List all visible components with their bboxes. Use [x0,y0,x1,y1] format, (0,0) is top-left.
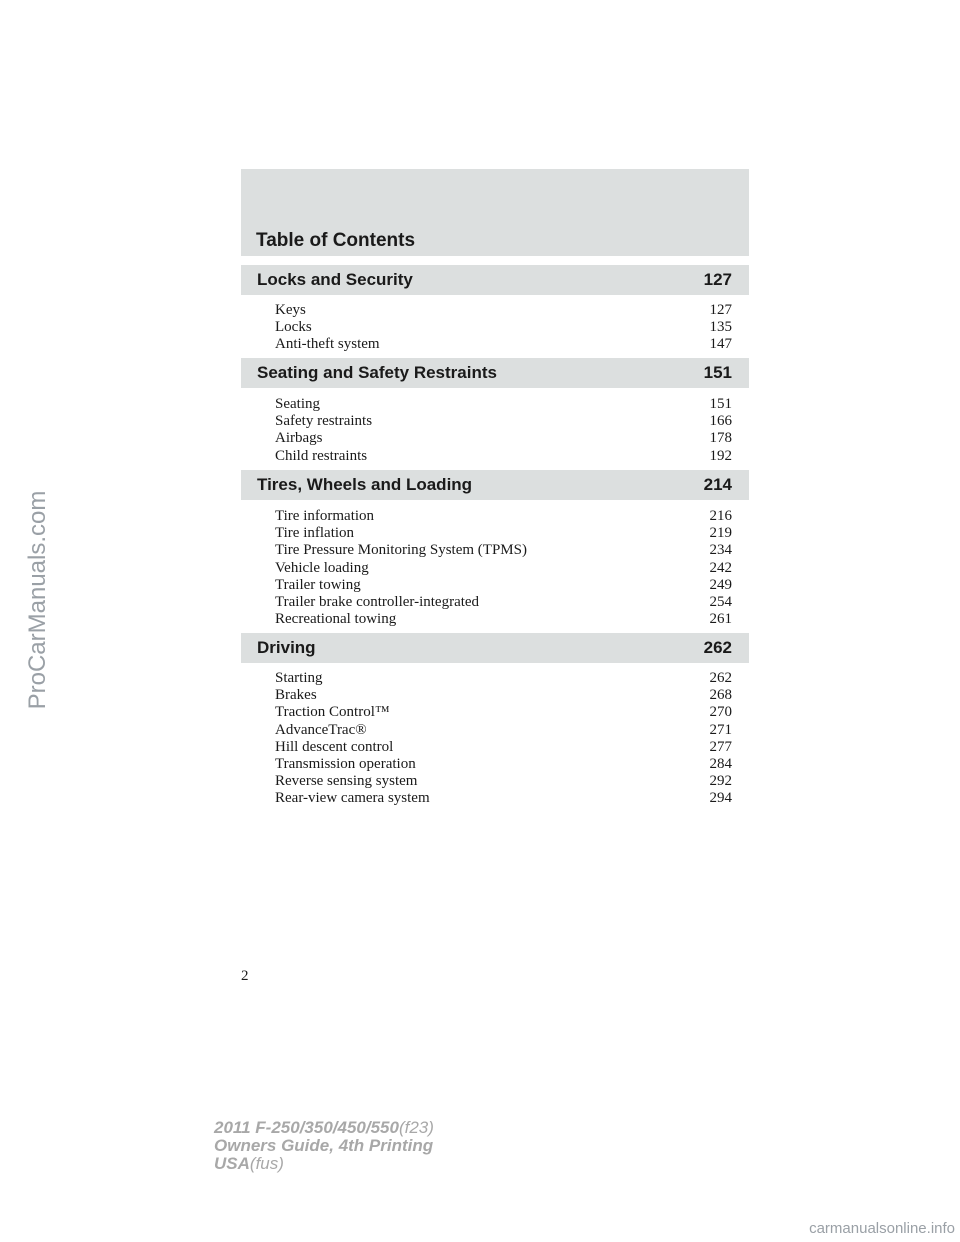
entry-page: 271 [709,721,732,738]
section-page: 262 [703,638,732,657]
footer-region-code: (fus) [249,1154,284,1173]
entry-page: 262 [709,670,732,686]
toc-entry[interactable] [275,560,732,577]
section-title: Seating and Safety Restraints [257,363,497,382]
section-entries [275,670,732,808]
toc-entry[interactable] [275,302,732,319]
section-tires-wheels-and-loading[interactable] [241,470,749,500]
entry-page: 254 [709,593,732,610]
entry-label: Rear-view camera system [275,790,430,807]
entry-page: 135 [709,319,732,336]
toc-entry[interactable] [275,611,732,628]
toc-entry[interactable] [275,525,732,542]
entry-label: Traction Control™ [275,704,390,721]
entry-label: Seating [275,396,320,412]
entry-page: 242 [709,559,732,576]
entry-label: Tire Pressure Monitoring System (TPMS) [275,542,527,559]
toc-entry[interactable] [275,448,732,465]
toc-entry[interactable] [275,773,732,790]
toc-entry[interactable] [275,508,732,525]
toc-entry[interactable] [275,542,732,559]
entry-page: 178 [709,430,732,447]
entry-label: Brakes [275,687,317,704]
site-footer: carmanualsonline.info [809,1220,955,1237]
toc-header [241,169,749,256]
entry-page: 166 [709,413,732,430]
entry-page: 249 [709,576,732,593]
toc-entry[interactable] [275,704,732,721]
entry-label: Transmission operation [275,755,416,772]
entry-page: 270 [709,704,732,721]
print-footer [214,1119,434,1173]
page-title: Table of Contents [256,230,416,251]
entry-page: 234 [709,542,732,559]
entry-page: 292 [709,773,732,790]
entry-label: Trailer towing [275,576,361,593]
toc-entry[interactable] [275,413,732,430]
section-locks-and-security[interactable] [241,265,749,295]
toc-entry[interactable] [275,722,732,739]
toc-entry[interactable] [275,790,732,807]
toc-entry[interactable] [275,577,732,594]
section-entries [275,302,732,354]
entry-label: Airbags [275,430,323,447]
entry-page: 268 [709,687,732,704]
toc-entry[interactable] [275,430,732,447]
section-seating-and-safety-restraints[interactable] [241,358,749,388]
entry-page: 219 [709,525,732,542]
entry-label: Hill descent control [275,738,394,755]
entry-page: 192 [709,447,732,464]
entry-label: Safety restraints [275,413,373,430]
footer-line-model [214,1119,434,1137]
entry-page: 147 [709,336,732,353]
entry-page: 294 [709,790,732,807]
section-entries [275,396,732,465]
entry-label: Locks [275,319,312,336]
section-title: Locks and Security [257,270,413,289]
toc-entry[interactable] [275,594,732,611]
footer-guide: Owners Guide, 4th Printing [214,1136,434,1155]
page-number: 2 [241,968,249,984]
footer-line-guide [214,1137,434,1155]
footer-region: USA [214,1154,250,1173]
toc-entry[interactable] [275,756,732,773]
watermark-text: ProCarManuals.com [24,490,51,710]
entry-page: 216 [709,508,732,524]
entry-label: Recreational towing [275,611,397,628]
entry-label: Tire information [275,508,375,524]
entry-label: Tire inflation [275,525,355,542]
entry-label: Keys [275,302,306,318]
entry-label: Reverse sensing system [275,773,418,790]
footer-model-code: (f23) [398,1118,434,1137]
entry-page: 284 [709,755,732,772]
footer-model: 2011 F-250/350/450/550 [214,1118,399,1137]
section-entries [275,508,732,628]
footer-line-region [214,1155,434,1173]
section-title: Driving [257,638,316,657]
entry-page: 261 [709,611,732,628]
section-page: 214 [703,475,732,494]
section-page: 151 [703,363,732,382]
entry-label: Anti-theft system [275,336,380,353]
section-page: 127 [703,270,732,289]
entry-label: Vehicle loading [275,559,369,576]
entry-label: Child restraints [275,447,368,464]
entry-page: 151 [709,396,732,412]
section-driving[interactable] [241,633,749,663]
entry-page: 277 [709,738,732,755]
toc-entry[interactable] [275,687,732,704]
toc-entry[interactable] [275,319,732,336]
toc-entry[interactable] [275,739,732,756]
toc-entry[interactable] [275,336,732,353]
entry-page: 127 [709,302,732,318]
toc-entry[interactable] [275,396,732,413]
entry-label: Trailer brake controller-integrated [275,593,480,610]
toc-entry[interactable] [275,670,732,687]
entry-label: AdvanceTrac® [275,721,367,738]
section-title: Tires, Wheels and Loading [257,475,473,494]
entry-label: Starting [275,670,323,686]
